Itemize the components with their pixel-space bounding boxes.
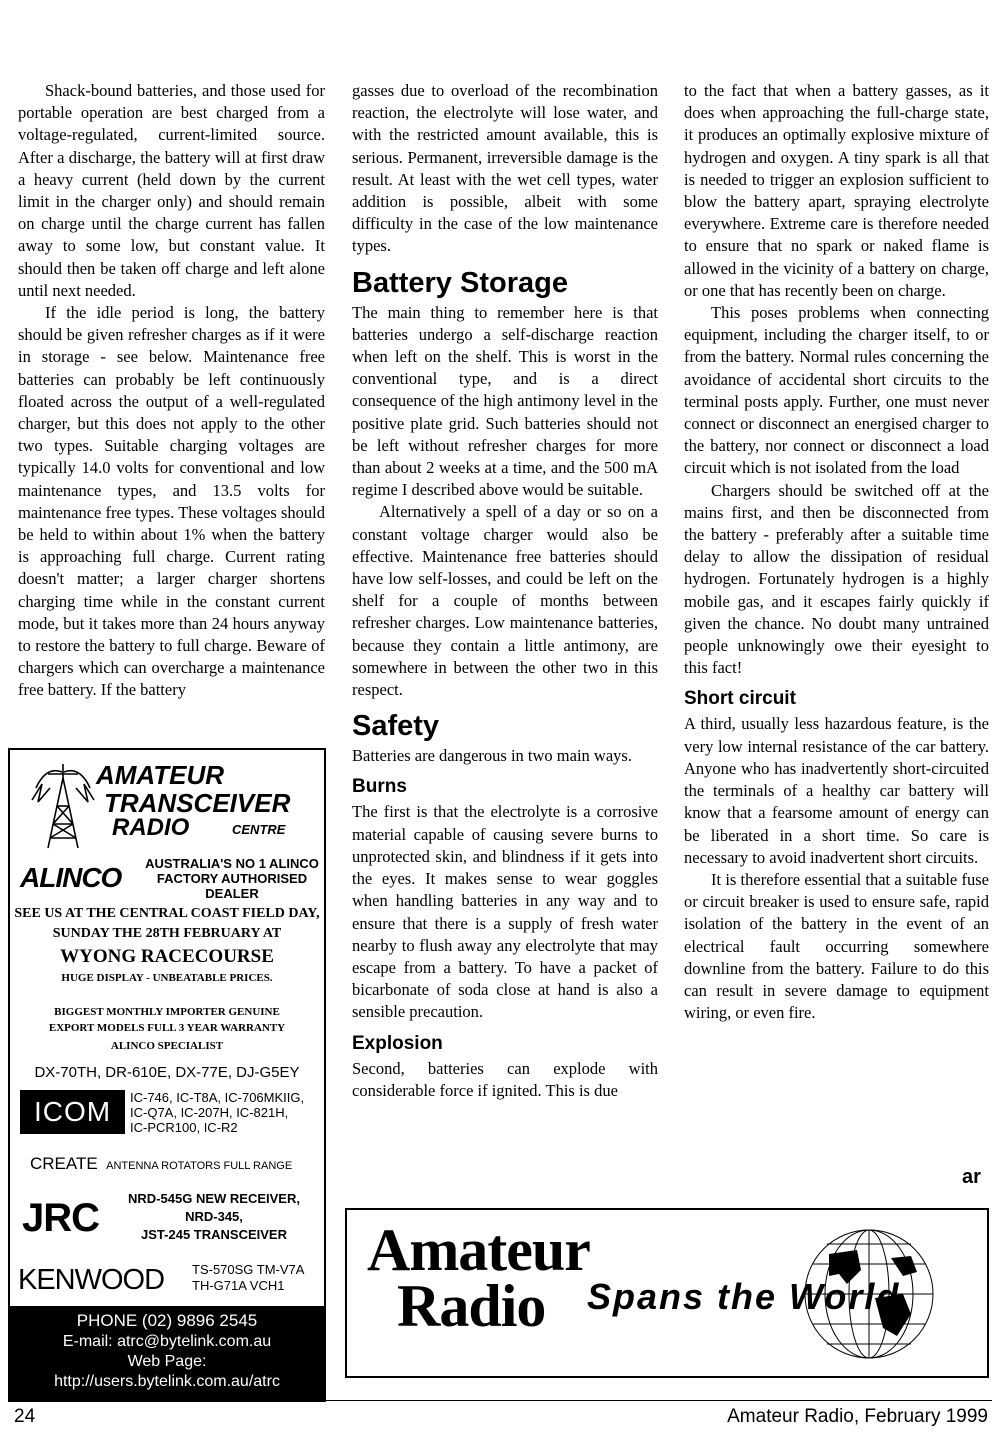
paragraph: to the fact that when a battery gasses, as it does when approaching the full-charge state, it produces an optimally explosive mixture of hydrogen and oxygen. A tiny spark is all that is needed to trigger an explosion sufficient to blow the battery apart, spraying electrolyte everywhere. Extreme care is therefore needed to ensure that no spark or naked flame is allowed in the vicinity of a battery on charge, or one that has recently been on charge. [684, 81, 989, 300]
email-address[interactable]: E-mail: atrc@bytelink.com.au [62, 1333, 272, 1350]
paragraph: This poses problems when connecting equipment, including the charger itself, to or from the battery. Normal rules concerning the avoidance of accidental short circuits to the terminal posts apply. Further, one must never connect or disconnect an energised charger to the battery, nor connect or disconnect a load circuit which is not isolated from the load [684, 303, 989, 478]
paragraph: The first is that the electrolyte is a corrosive material capable of causing severe burns to unprotected skin, and blindness if it gets into the eyes. It makes sense to wear goggles when handling batteries in any way and to ensure that there is a supply of fresh water nearby to flush away any electrolyte that may escape from a battery. To have a packet of bicarbonate of soda close at hand is also a sensible precaution. [352, 802, 658, 1022]
heading-battery-storage: Battery Storage [352, 266, 568, 299]
paragraph: Alternatively a spell of a day or so on a constant voltage charger would also be effective. Maintenance free batteries should have low self-losses, and could be left on the shelf for a couple of months between refresher charges. Low maintenance batteries, because they contain a little antimony, are somewhere in between the other two in this respect. [352, 502, 658, 700]
article-column-2 [352, 80, 658, 1102]
alinco-line-1: AUSTRALIA'S NO 1 ALINCO [145, 856, 319, 871]
paragraph: If the idle period is long, the battery should be given refresher charges as if it were in storage - see below. Maintenance free batteries can probably be left continuously floated across the output of a well-regulated charger, but this does not apply to the other two types. Suitable charging voltages are typically 14.0 volts for conventional and low maintenance types, and 13.5 volts for maintenance free types. These voltages should be held to within about 1% when the battery is approaching full charge. Current rating doesn't matter; a larger charger shortens charging time while in the constant current mode, but it takes more than 24 hours anyway to restore the battery to full charge. Beware of chargers which can overcharge a maintenance free battery. If the battery [18, 303, 325, 700]
paragraph: Second, batteries can explode with considerable force if ignited. This is due [352, 1058, 658, 1100]
alinco-line-3: DEALER [205, 886, 259, 901]
magazine-issue: Amateur Radio, February 1999 [727, 1406, 988, 1427]
jrc-models-line-2: NRD-345, [185, 1209, 243, 1224]
banner-slogan: Spans the World [587, 1276, 901, 1317]
amateur-radio-banner [345, 1208, 989, 1378]
kenwood-logo: KENWOOD [18, 1264, 165, 1296]
banner-title-line-1: Amateur [367, 1217, 590, 1283]
heading-short-circuit: Short circuit [684, 688, 796, 710]
importer-line-2: EXPORT MODELS FULL 3 YEAR WARRANTY [48, 1022, 286, 1034]
icom-models-line-3: IC-PCR100, IC-R2 [130, 1120, 238, 1135]
kenwood-models-line-2: TH-G71A VCH1 [192, 1278, 285, 1293]
article-end-mark: ar [962, 1166, 981, 1188]
phone-number: PHONE (02) 9896 2545 [76, 1311, 258, 1330]
jrc-models [114, 1190, 314, 1244]
importer-line-3: ALINCO SPECIALIST [110, 1040, 224, 1052]
create-logo: CREATE [30, 1154, 98, 1173]
radio-tower-icon [28, 758, 98, 850]
field-day-line-1: SEE US AT THE CENTRAL COAST FIELD DAY, [14, 906, 320, 921]
web-page-label: Web Page: [127, 1353, 207, 1370]
alinco-models: DX-70TH, DR-610E, DX-77E, DJ-G5EY [34, 1064, 300, 1081]
heading-explosion: Explosion [352, 1032, 443, 1054]
paragraph: Shack-bound batteries, and those used for portable operation are best charged from a voltage-regulated, current-limited source. After a discharge, the battery will at first draw a heavy current (held down by the current limit in the charger only) and should remain on charge until the charge current has fallen away to some low, but constant value. It should then be taken off charge and left alone until next needed. [18, 81, 325, 300]
paragraph: Batteries are dangerous in two main ways. [352, 746, 632, 766]
field-day-line-3: WYONG RACECOURSE [60, 946, 274, 967]
icom-models-line-2: IC-Q7A, IC-207H, IC-821H, [130, 1105, 289, 1120]
alinco-logo: ALINCO [20, 862, 122, 893]
article-column-3 [684, 80, 989, 1024]
ad-name-line-1: AMATEUR [96, 760, 225, 790]
banner-title-line-2: Radio [397, 1273, 546, 1339]
kenwood-models [192, 1262, 304, 1294]
footer-rule [8, 1400, 992, 1401]
icom-models [130, 1090, 320, 1135]
paragraph: It is therefore essential that a suitable fuse or circuit breaker is used to ensure safe, rapid isolation of the battery in the event of an electrical fault occurring somewhere downline from the battery. Failure to do this can result in severe damage to equipment wiring, or even fire. [684, 869, 989, 1023]
article-column-1 [18, 80, 325, 702]
atrc-advertisement [8, 748, 326, 1402]
jrc-logo: JRC [22, 1196, 100, 1240]
contact-box [10, 1306, 324, 1400]
ad-name-line-3: RADIO [112, 814, 190, 841]
alinco-dealer-text [142, 856, 322, 901]
field-day-line-4: HUGE DISPLAY - UNBEATABLE PRICES. [61, 972, 273, 984]
paragraph: gasses due to overload of the recombination reaction, the electrolyte will lose water, and with the restricted amount available, this is serious. Permanent, irreversible damage is the result. At least with the wet cell types, water addition is possible, albeit with some difficulty in the case of the low maintenance types. [352, 81, 658, 256]
jrc-models-line-1: NRD-545G NEW RECEIVER, [128, 1191, 300, 1206]
field-day-line-2: SUNDAY THE 28TH FEBRUARY AT [52, 926, 282, 941]
heading-safety: Safety [352, 710, 440, 743]
page-number: 24 [14, 1406, 36, 1427]
icom-models-line-1: IC-746, IC-T8A, IC-706MKIIG, [130, 1090, 305, 1105]
kenwood-models-line-1: TS-570SG TM-V7A [192, 1262, 305, 1277]
ad-name-centre: CENTRE [232, 822, 286, 837]
paragraph: A third, usually less hazardous feature, is the very low internal resistance of the car battery. Anyone who has inadvertently short-circuited the terminals of a healthy car battery will know that a fearsome amount of energy can be liberated in a short time. So care is necessary to avoid inadvertent short circuits. [684, 714, 989, 867]
alinco-line-2: FACTORY AUTHORISED [156, 871, 308, 886]
create-text: ANTENNA ROTATORS FULL RANGE [106, 1160, 293, 1172]
ad-name-line-2: TRANSCEIVER [104, 788, 291, 818]
jrc-models-line-3: JST-245 TRANSCEIVER [141, 1227, 287, 1242]
icom-logo: ICOM [20, 1090, 125, 1134]
paragraph: Chargers should be switched off at the mains first, and then be disconnected from the battery - preferably after a suitable time delay to allow the dissipation of residual hydrogen. Fortunately hydrogen is a highly mobile gas, and it escapes fairly quickly if given the chance. No doubt many untrained people unknowingly owe their eyesight to this fact! [684, 480, 989, 678]
importer-line-1: BIGGEST MONTHLY IMPORTER GENUINE [54, 1006, 280, 1018]
web-page-url[interactable]: http://users.bytelink.com.au/atrc [54, 1373, 280, 1390]
create-row [30, 1154, 292, 1174]
heading-burns: Burns [352, 776, 407, 798]
paragraph: The main thing to remember here is that batteries undergo a self-discharge reaction when left on the shelf. This is worst in the conventional type, and is a direct consequence of the high antimony level in the positive plate grid. Such batteries should not be left without refresher charges for more than about 2 weeks at a time, and the 500 mA regime I described above would be suitable. [352, 302, 658, 500]
